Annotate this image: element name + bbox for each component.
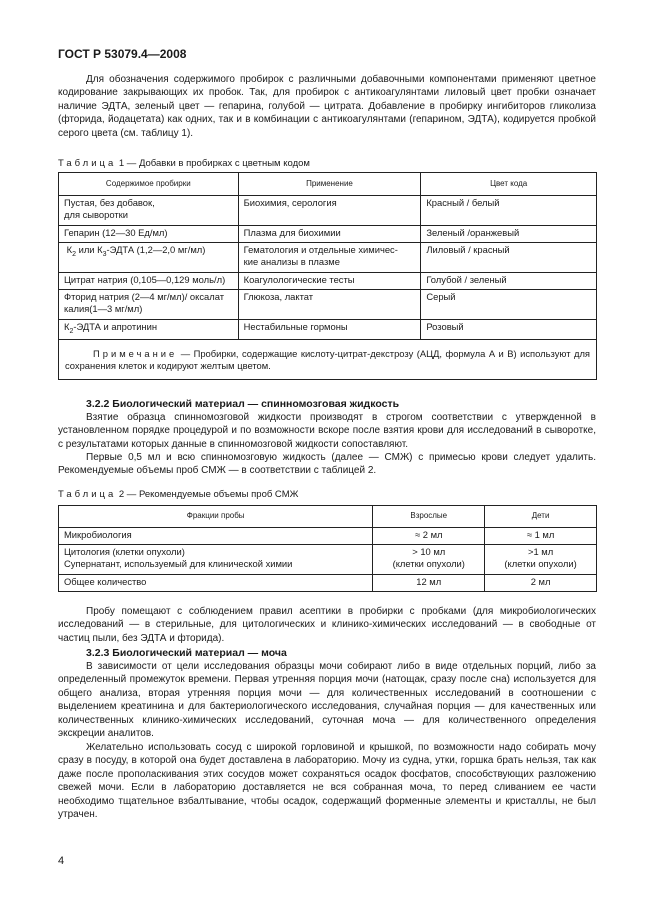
section-3-2-3-paragraph-1: В зависимости от цели исследования образцы мочи собирают либо в виде отдельных порций, либо за определенный промежуток времени. Первая утренняя порция мочи (натощак, сразу после сна) используется для общего анализа, вторая утренняя порция мочи — для количественных исследований в соотношении с выделением креатинина и для бактериологического исследования, случайная порция — для качественных или количественных клинико-химических исследований, суточная моча — для количественного определения экскреции аналитов. [58, 661, 596, 740]
table2-caption-word: Таблица [58, 489, 117, 500]
table-cell: Голубой / зеленый [421, 273, 597, 290]
table-cell: ≈ 2 мл [373, 528, 485, 545]
table1-note-row [59, 340, 597, 380]
table-cell: Лиловый / красный [421, 243, 597, 273]
table-row [59, 196, 597, 226]
table-cell [238, 243, 421, 273]
table2-caption [58, 489, 298, 500]
table-cell [59, 243, 239, 273]
table-cell: 2 мл [485, 575, 597, 592]
cell-text: -ЭДТА и апротинин [73, 321, 158, 332]
intro-paragraph: Для обозначения содержимого пробирок с различными добавочными компонентами применяют цветное кодирование закрывающих их пробок. Так, для пробирок с антикоагулянтами лиловый цвет пробки означает наличие ЭДТА, зеленый цвет — гепарина, голубой — цитрата. Добавление в пробирку ингибиторов гликолиза (фторида, йодацетата) как одних, так и в комбинации с антикоагулянтами (гепарином, ЭДТА), кодируется пробкой серого цвета (см. таблицу 1). [58, 74, 596, 139]
table2-header-cell: Дети [485, 506, 597, 528]
table2-header-row [59, 506, 597, 528]
asepsis-paragraph: Пробу помещают с соблюдением правил асептики в пробирки с пробками (для микробиологических исследований — в стерильные, для цитологических и клинико-химических исследований — в свободные от частиц пыли, без ЭДТА и фторида). [58, 606, 596, 644]
cell-line: калия(1—3 мг/мл) [64, 303, 143, 315]
table-row [59, 290, 597, 320]
table-row [59, 226, 597, 243]
table-row [59, 273, 597, 290]
cell-line: Гематология и отдельные химичес- [243, 244, 398, 255]
cell-line: Цитология (клетки опухоли) [64, 546, 185, 557]
table1-header-cell: Применение [238, 173, 421, 196]
table-cell: ≈ 1 мл [485, 528, 597, 545]
table-cell [485, 545, 597, 575]
table-cell: Зеленый /оранжевый [421, 226, 597, 243]
cell-line: Супернатант, используемый для клинической химии [64, 558, 293, 570]
table-cell: Серый [421, 290, 597, 320]
table-cell [59, 196, 239, 226]
table1-header-cell: Цвет кода [421, 173, 597, 196]
table2-header-cell: Взрослые [373, 506, 485, 528]
table1-caption-word: Таблица [58, 158, 117, 169]
cell-subscript: 3 [102, 250, 107, 258]
table-row [59, 320, 597, 340]
table-cell: 12 мл [373, 575, 485, 592]
section-3-2-2-heading: 3.2.2 Биологический материал — спинномозговая жидкость [86, 398, 400, 410]
table-row [59, 545, 597, 575]
cell-text: -ЭДТА (1,2—2,0 мг/мл) [106, 244, 206, 255]
table-cell [373, 545, 485, 575]
cell-line: (клетки опухоли) [504, 558, 577, 570]
table2 [58, 505, 597, 592]
cell-line: Фторид натрия (2—4 мг/мл)/ оксалат [64, 291, 225, 302]
table-cell: Микробиология [59, 528, 373, 545]
document-header: ГОСТ Р 53079.4—2008 [58, 47, 187, 61]
section-3-2-2-paragraph-2: Первые 0,5 мл и всю спинномозговую жидкость (далее — СМЖ) с примесью крови следует удалить. Рекомендуемые объемы проб СМЖ — в соответствии с таблицей 2. [58, 452, 596, 477]
cell-line: для сыворотки [64, 209, 128, 221]
section-3-2-3-heading: 3.2.3 Биологический материал — моча [86, 647, 287, 659]
table-cell: Красный / белый [421, 196, 597, 226]
table1-caption-text: 1 — Добавки в пробирках с цветным кодом [116, 158, 310, 169]
table-cell: Гепарин (12—30 Ед/мл) [59, 226, 239, 243]
cell-line: > 10 мл [412, 546, 446, 557]
cell-line: Пустая, без добавок, [64, 197, 155, 208]
table-row [59, 528, 597, 545]
cell-subscript: 2 [69, 327, 74, 335]
cell-line: кие анализы в плазме [243, 256, 340, 268]
table1-header-cell: Содержимое пробирки [59, 173, 239, 196]
table-cell: Плазма для биохимии [238, 226, 421, 243]
table-cell [59, 545, 373, 575]
table-cell: Общее количество [59, 575, 373, 592]
table1-note [59, 340, 597, 380]
table-row [59, 243, 597, 273]
cell-subscript: 2 [72, 250, 76, 258]
table-cell: Биохимия, серология [238, 196, 421, 226]
cell-text: К [66, 244, 73, 255]
cell-text: или К [75, 244, 103, 255]
cell-line: (клетки опухоли) [392, 558, 465, 570]
table-cell: Коагулологические тесты [238, 273, 421, 290]
table-cell: Цитрат натрия (0,105—0,129 моль/л) [59, 273, 239, 290]
table1-header-row [59, 173, 597, 196]
table-cell: Глюкоза, лактат [238, 290, 421, 320]
table-cell: Нестабильные гормоны [238, 320, 421, 340]
note-label: Примечание [93, 348, 178, 360]
table2-caption-text: 2 — Рекомендуемые объемы проб СМЖ [116, 489, 299, 500]
table1 [58, 172, 597, 380]
table-row [59, 575, 597, 592]
table-cell [59, 320, 239, 340]
note-text: — Пробирки, содержащие кислоту-цитрат-декстрозу (АЦД, формула А и В) используют для сохранения клеток и кодируют желтым цветом. [65, 348, 590, 372]
table-cell [59, 290, 239, 320]
table1-caption [58, 158, 310, 169]
cell-text: К [64, 321, 70, 332]
table2-header-cell: Фракции пробы [59, 506, 373, 528]
section-3-2-2-paragraph-1: Взятие образца спинномозговой жидкости производят в строгом соответствии с утвержденной в установленном порядке процедурой и по возможности вскоре после взятия крови для исследований в сыворотке, с результатами которых данные в спинномозговой жидкости сопоставляют. [58, 412, 596, 450]
cell-line: >1 мл [527, 546, 554, 557]
table-cell: Розовый [421, 320, 597, 340]
section-3-2-3-paragraph-2: Желательно использовать сосуд с широкой горловиной и крышкой, по возможности надо собирать мочу сразу в посуду, в которой она будет доставлена в лабораторию. Мочу из судна, утки, горшка брать нельзя, так как даже после прополаскивания этих сосудов может сохраняться осадок фосфатов, способствующих разложению свежей мочи. Если в лабораторию доставляется не вся собранная моча, то перед сливанием ее части необходимо тщательное взбалтывание, чтобы осадок, содержащий форменные элементы и кристаллы, не был утрачен. [58, 742, 596, 821]
page-number: 4 [58, 855, 65, 867]
